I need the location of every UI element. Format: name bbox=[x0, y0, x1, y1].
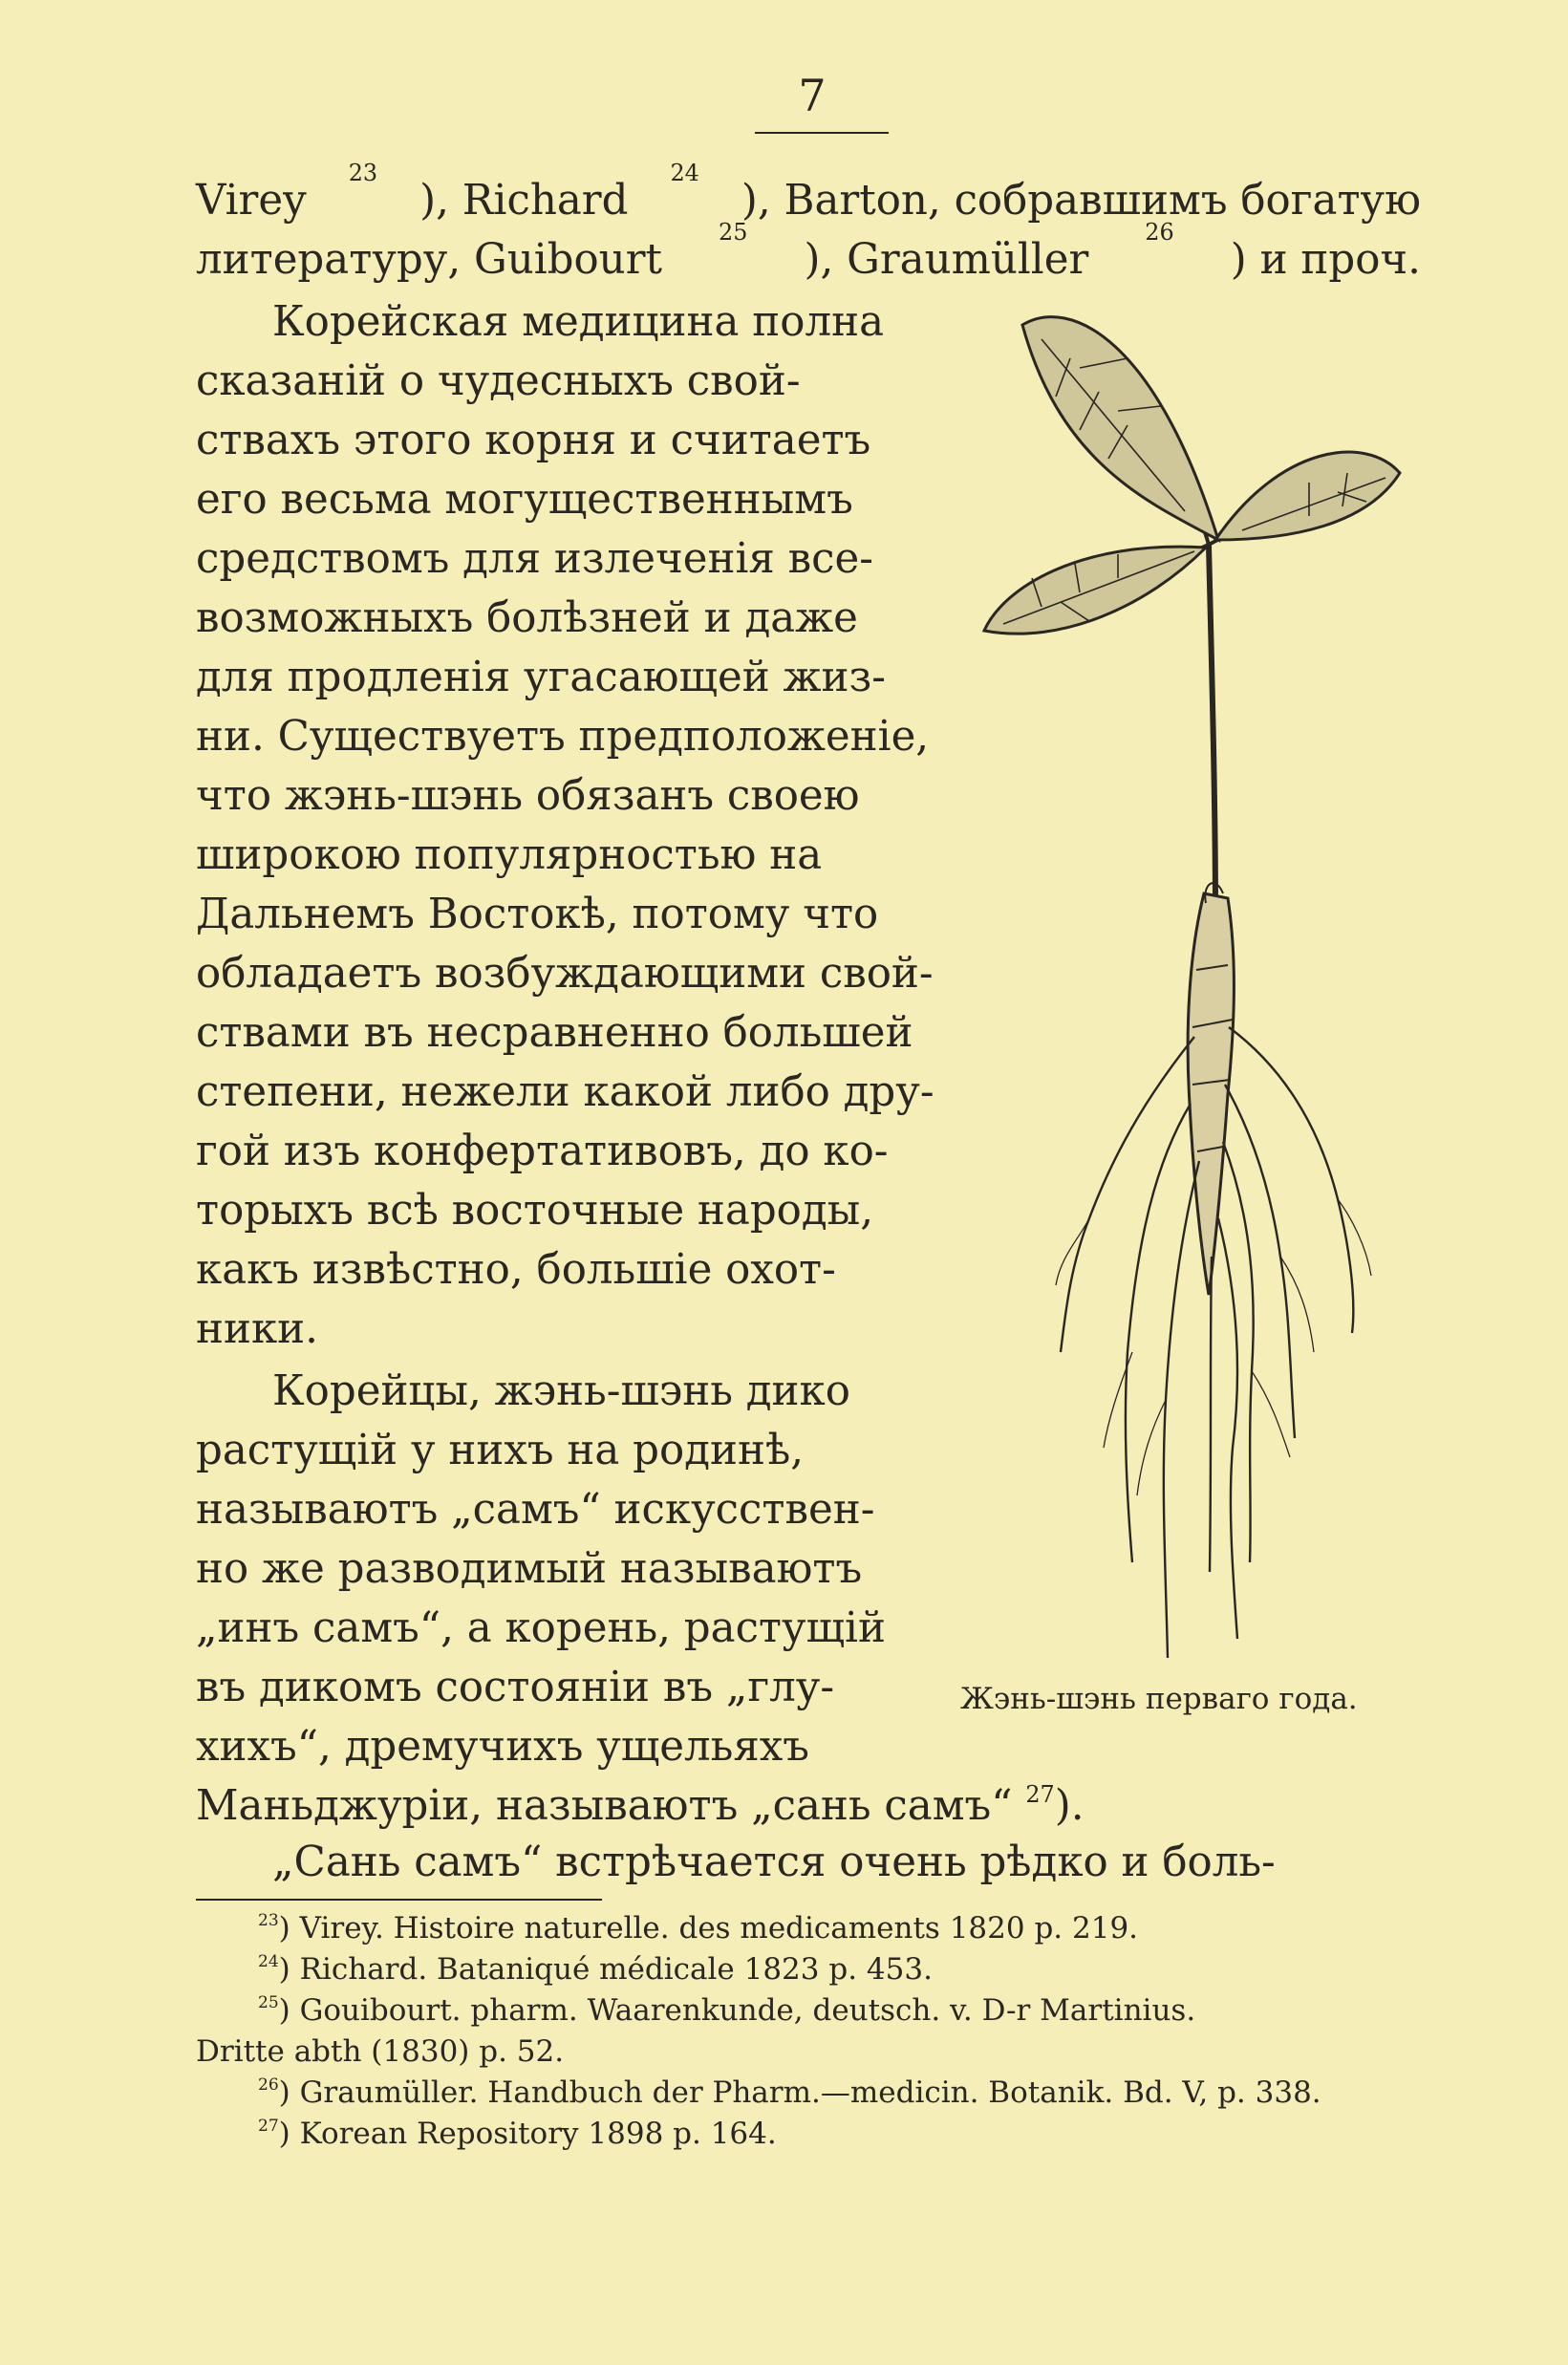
word: ), Graumüller bbox=[804, 236, 1089, 284]
line-text: торыхъ всѣ восточные народы, bbox=[196, 1187, 874, 1235]
footnote-text: ) Graumüller. Handbuch der Pharm.—medicin. Botanik. Bd. V, p. 338. bbox=[278, 2075, 1321, 2110]
footnote-mark: 27 bbox=[258, 2117, 279, 2137]
text-line bbox=[196, 472, 919, 527]
text-line bbox=[196, 1660, 919, 1715]
text-line bbox=[196, 1301, 318, 1357]
text-line bbox=[196, 1541, 919, 1597]
footnote bbox=[258, 1991, 1195, 2030]
line-text: возможныхъ болѣзней и даже bbox=[196, 594, 858, 642]
text-line bbox=[196, 354, 919, 409]
line-text: ствахъ этого корня и считаетъ bbox=[196, 417, 871, 464]
page-number: 7 bbox=[798, 70, 827, 121]
text-line bbox=[196, 768, 919, 824]
line-text: степени, нежели какой либо дру- bbox=[196, 1068, 934, 1116]
line-text: сказаній о чудесныхъ свой- bbox=[196, 357, 801, 405]
figure-caption: Жэнь-шэнь перваго года. bbox=[960, 1682, 1358, 1716]
line-text: въ дикомъ состояніи въ „глу- bbox=[196, 1664, 835, 1711]
word: Маньджуріи, называютъ „сань самъ“ bbox=[196, 1782, 1026, 1830]
line-text: его весьма могущественнымъ bbox=[196, 476, 853, 524]
text-line bbox=[196, 1005, 919, 1061]
footnote-text: ) Virey. Histoire naturelle. des medicaments 1820 p. 219. bbox=[278, 1911, 1139, 1946]
line-text: ствами въ несравненно большей bbox=[196, 1009, 913, 1057]
footnote-ref: 24 bbox=[670, 160, 699, 186]
line-text: Дальнемъ Востокѣ, потому что bbox=[196, 891, 879, 938]
footnote-text: ) Gouibourt. pharm. Waarenkunde, deutsch. v. D-r Martinius. bbox=[278, 1993, 1196, 2028]
text-line bbox=[196, 828, 919, 883]
footnote bbox=[196, 2032, 564, 2071]
text-line bbox=[196, 887, 919, 942]
line-text: гой изъ конфертативовъ, до ко- bbox=[196, 1128, 889, 1175]
text-line bbox=[196, 650, 919, 705]
word: литературу, Guibourt bbox=[196, 236, 662, 284]
line-text: называютъ „самъ“ искусствен- bbox=[196, 1486, 875, 1534]
footnote-text: ) Korean Repository 1898 p. 164. bbox=[278, 2117, 777, 2151]
text-line bbox=[196, 709, 930, 764]
line-text: хихъ“, дремучихъ ущельяхъ bbox=[196, 1723, 809, 1771]
text-line bbox=[196, 1719, 919, 1774]
footnote bbox=[258, 1950, 933, 1989]
footnote bbox=[258, 2074, 1321, 2112]
text-line bbox=[196, 591, 919, 646]
word: ) и проч. bbox=[1230, 236, 1421, 284]
footnote-ref: 26 bbox=[1145, 219, 1174, 246]
word: Virey bbox=[196, 177, 307, 225]
footnote-ref: 23 bbox=[348, 160, 378, 186]
footnote-mark: 23 bbox=[258, 1911, 279, 1931]
footnote-mark: 25 bbox=[258, 1993, 279, 2013]
text-line bbox=[196, 1601, 919, 1656]
text-line bbox=[272, 1364, 919, 1419]
word: ), Barton, собравшимъ богатую bbox=[741, 177, 1421, 225]
line-text: растущій у нихъ на родинѣ, bbox=[196, 1427, 805, 1474]
text-line bbox=[196, 1778, 1085, 1834]
line-text: Корейская медицина полна bbox=[272, 298, 885, 346]
line-text: что жэнь-шэнь обязанъ своею bbox=[196, 772, 860, 820]
text-line bbox=[272, 1835, 1421, 1890]
line-text: но же разводимый называютъ bbox=[196, 1545, 863, 1593]
footnote-mark: 26 bbox=[258, 2075, 279, 2096]
footnote-text: ) Richard. Bataniqué médicale 1823 p. 453. bbox=[278, 1952, 933, 1987]
text-line bbox=[196, 1482, 919, 1537]
line-text: обладаетъ возбуждающими свой- bbox=[196, 950, 934, 998]
text-line-2 bbox=[196, 219, 1421, 288]
text-line bbox=[272, 294, 919, 350]
line-text: средствомъ для излеченія все- bbox=[196, 535, 873, 583]
text-line-1 bbox=[196, 160, 1421, 228]
line-text: Корейцы, жэнь-шэнь дико bbox=[272, 1367, 850, 1415]
footnote-ref: 25 bbox=[719, 219, 748, 246]
line-text: ники. bbox=[196, 1305, 318, 1353]
line-text: для продленія угасающей жиз- bbox=[196, 654, 886, 701]
footnote-ref: 27 bbox=[1025, 1781, 1055, 1809]
text-line bbox=[196, 1124, 919, 1179]
text-line bbox=[196, 413, 919, 468]
line-text: какъ извѣстно, большіе охот- bbox=[196, 1246, 836, 1294]
word: ), Richard bbox=[419, 177, 629, 225]
footnote bbox=[258, 2115, 777, 2153]
footnote bbox=[258, 1909, 1138, 1947]
word: ). bbox=[1054, 1782, 1085, 1830]
page-number-rule bbox=[755, 132, 889, 134]
text-line bbox=[196, 1064, 934, 1120]
ginseng-illustration bbox=[965, 301, 1405, 1667]
text-line bbox=[196, 1183, 919, 1238]
text-line bbox=[196, 1242, 919, 1298]
footnote-text: Dritte abth (1830) p. 52. bbox=[196, 2034, 565, 2069]
footnote-mark: 24 bbox=[258, 1952, 279, 1972]
line-text: ни. Существуетъ предположеніе, bbox=[196, 713, 930, 761]
footnote-rule bbox=[196, 1899, 602, 1901]
text-line bbox=[196, 1423, 919, 1478]
line-text: широкою популярностью на bbox=[196, 831, 823, 879]
line-text: „Сань самъ“ встрѣчается очень рѣдко и боль- bbox=[272, 1838, 1276, 1886]
line-text: „инъ самъ“, а корень, растущій bbox=[196, 1604, 886, 1652]
text-line bbox=[196, 531, 919, 587]
text-line bbox=[196, 946, 934, 1001]
